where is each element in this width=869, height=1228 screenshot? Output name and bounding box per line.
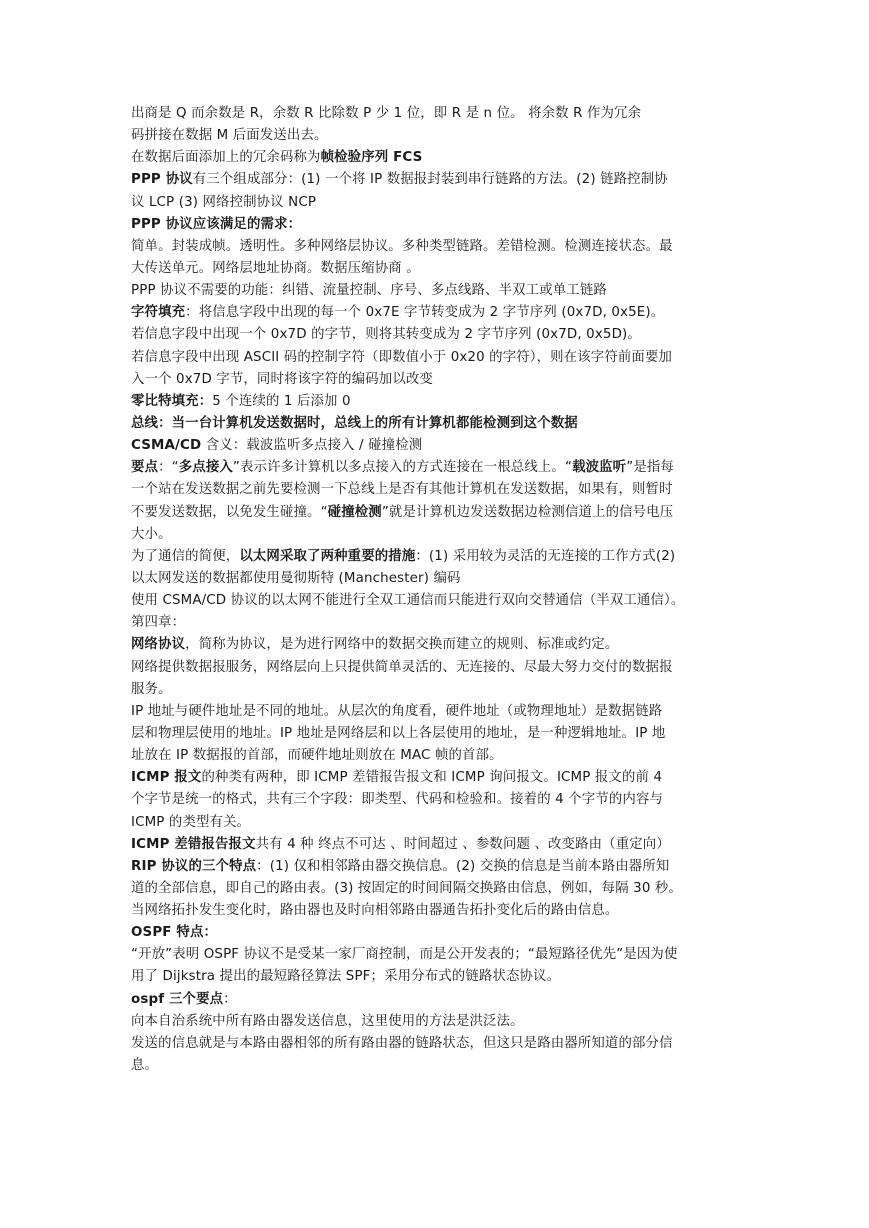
text-line	[131, 413, 755, 435]
text-run: ”就是计算机边发送数据边检测信道上的信号电压	[381, 504, 674, 520]
text-line	[131, 767, 755, 789]
text-run: 出商是 Q 而余数是 R，余数 R 比除数 P 少 1 位，即 R 是 n 位。 将余数 R 作为冗余	[131, 106, 642, 121]
text-run: 若信息字段中出现 ASCII 码的控制字符（即数值小于 0x20 的字符），则在该字符前面要加	[131, 349, 673, 365]
bold-text: CSMA/CD	[131, 438, 202, 454]
bold-text: RIP 协议的三个特点	[131, 858, 257, 874]
text-line	[131, 324, 755, 346]
text-run: PPP 协议不需要的功能：纠错、流量控制、序号、多点线路、半双工或单工链路	[131, 283, 607, 299]
text-line	[131, 634, 755, 656]
text-line	[131, 944, 755, 966]
text-run: 道的全部信息，即自己的路由表。(3) 按固定的时间间隔交换路由信息，例如，每隔 30 秒。	[131, 880, 682, 896]
text-line	[131, 966, 755, 988]
document-body	[131, 103, 755, 1077]
text-line	[131, 612, 755, 634]
text-run: 息。	[131, 1058, 159, 1074]
text-line	[131, 856, 755, 878]
text-run: 不要发送数据，以免发生碰撞。“	[131, 504, 328, 520]
text-line	[131, 878, 755, 900]
text-run: “开放”表明 OSPF 协议不是受某一家厂商控制，而是公开发表的；“最短路径优先”是因为使	[131, 947, 678, 963]
bold-text: 网络协议	[131, 637, 186, 653]
text-run: ”是指每	[626, 460, 674, 476]
text-run: 个字节是统一的格式，共有三个字段：即类型、代码和检验和。接着的 4 个字节的内容与	[131, 792, 664, 808]
bold-text: 以太网采取了两种重要的措施	[239, 548, 416, 564]
text-line	[131, 568, 755, 590]
text-line	[131, 922, 755, 944]
text-line	[131, 524, 755, 546]
text-run: 有三个组成部分：(1) 一个将 IP 数据报封装到串行链路的方法。(2) 链路控制协	[192, 172, 668, 188]
text-line	[131, 590, 755, 612]
text-line	[131, 701, 755, 723]
text-run: ”表示许多计算机以多点接入的方式连接在一根总线上。“	[232, 460, 573, 476]
text-line	[131, 723, 755, 745]
text-run: 使用 CSMA/CD 协议的以太网不能进行全双工通信而只能进行双向交替通信（半双工通信）。	[131, 593, 685, 609]
text-run: ：(1) 采用较为灵活的无连接的工作方式(2)	[415, 548, 676, 564]
text-run: ：将信息字段中出现的每一个 0x7E 字节转变成为 2 字节序列 (0x7D, 0x5E)。	[185, 305, 665, 321]
text-run: ，简称为协议，是为进行网络中的数据交换而建立的规则、标准或约定。	[185, 637, 619, 653]
text-run: 议 LCP (3) 网络控制协议 NCP	[131, 194, 317, 210]
text-line	[131, 302, 755, 324]
text-line	[131, 479, 755, 501]
text-run: IP 地址与硬件地址是不同的地址。从层次的角度看，硬件地址（或物理地址）是数据链路	[131, 703, 663, 719]
text-run: 简单。封装成帧。透明性。多种网络层协议。多种类型链路。差错检测。检测连接状态。最	[131, 238, 673, 254]
text-run: 址放在 IP 数据报的首部，而硬件地址则放在 MAC 帧的首部。	[131, 748, 503, 764]
text-run: ：	[223, 991, 237, 1007]
text-line	[131, 1011, 755, 1033]
bold-text: 总线：当一台计算机发送数据时，总线上的所有计算机都能检测到这个数据	[131, 415, 578, 431]
text-line	[131, 1033, 755, 1055]
text-line	[131, 435, 755, 457]
bold-text: 零比特填充：	[131, 393, 213, 409]
bold-text: ospf 三个要点	[131, 991, 224, 1007]
text-run: ：(1) 仅和相邻路由器交换信息。(2) 交换的信息是当前本路由器所知	[256, 858, 670, 874]
bold-text: 要点	[131, 460, 159, 476]
text-line	[131, 214, 755, 236]
text-run: 用了 Dijkstra 提出的最短路径算法 SPF；采用分布式的链路状态协议。	[131, 969, 561, 985]
text-run: 为了通信的简便，	[131, 548, 240, 564]
text-run: 5 个连续的 1 后添加 0	[212, 393, 351, 409]
text-run: 大传送单元。网络层地址协商。数据压缩协商 。	[131, 260, 420, 276]
text-line	[131, 989, 755, 1011]
text-run: 码拼接在数据 M 后面发送出去。	[131, 128, 328, 144]
text-line	[131, 1055, 755, 1077]
text-line	[131, 900, 755, 922]
text-line	[131, 169, 755, 191]
text-line	[131, 502, 755, 524]
text-run: 向本自治系统中所有路由器发送信息，这里使用的方法是洪泛法。	[131, 1013, 524, 1029]
text-line	[131, 236, 755, 258]
text-run: 一个站在发送数据之前先要检测一下总线上是否有其他计算机在发送数据，如果有，则暂时	[131, 482, 673, 498]
text-line	[131, 457, 755, 479]
text-run: ：“	[158, 460, 179, 476]
text-run: 当网络拓扑发生变化时，路由器也及时向相邻路由器通告拓扑变化后的路由信息。	[131, 903, 619, 919]
text-line	[131, 258, 755, 280]
text-line	[131, 834, 755, 856]
text-line	[131, 280, 755, 302]
text-line	[131, 147, 755, 169]
text-line	[131, 546, 755, 568]
text-line	[131, 369, 755, 391]
text-line	[131, 812, 755, 834]
bold-text: ICMP 差错报告报文	[131, 836, 256, 852]
bold-text: 字符填充	[131, 305, 186, 321]
bold-text: 多点接入	[178, 460, 233, 476]
text-run: 大小。	[131, 526, 172, 542]
text-line	[131, 192, 755, 214]
text-run: ICMP 的类型有关。	[131, 814, 251, 830]
text-run: 第四章：	[131, 615, 186, 631]
text-line	[131, 103, 755, 125]
text-run: 层和物理层使用的地址。IP 地址是网络层和以上各层使用的地址，是一种逻辑地址。IP 地	[131, 725, 666, 741]
text-line	[131, 745, 755, 767]
text-run: 含义：载波监听多点接入 / 碰撞检测	[201, 438, 423, 454]
text-run: 的种类有两种，即 ICMP 差错报告报文和 ICMP 询问报文。ICMP 报文的前 4	[201, 770, 663, 786]
bold-text: ICMP 报文	[131, 770, 202, 786]
text-line	[131, 347, 755, 369]
text-line	[131, 679, 755, 701]
text-run: 服务。	[131, 681, 172, 697]
bold-text: 帧检验序列 FCS	[320, 150, 423, 166]
bold-text: OSPF 特点：	[131, 925, 218, 941]
text-line	[131, 125, 755, 147]
text-run: 入一个 0x7D 字节，同时将该字符的编码加以改变	[131, 371, 433, 387]
text-run: 共有 4 种 终点不可达 、时间超过 、参数问题 、改变路由（重定向）	[255, 836, 670, 852]
text-run: 发送的信息就是与本路由器相邻的所有路由器的链路状态，但这只是路由器所知道的部分信	[131, 1035, 673, 1051]
bold-text: PPP 协议	[131, 172, 193, 188]
text-run: 在数据后面添加上的冗余码称为	[131, 150, 321, 166]
bold-text: 碰撞检测	[327, 504, 382, 520]
bold-text: PPP 协议应该满足的需求：	[131, 216, 302, 232]
bold-text: 载波监听	[572, 460, 627, 476]
text-line	[131, 657, 755, 679]
text-run: 网络提供数据报服务，网络层向上只提供简单灵活的、无连接的、尽最大努力交付的数据报	[131, 659, 673, 675]
text-line	[131, 789, 755, 811]
text-run: 以太网发送的数据都使用曼彻斯特 (Manchester) 编码	[131, 570, 461, 586]
text-run: 若信息字段中出现一个 0x7D 的字节，则将其转变成为 2 字节序列 (0x7D, 0x5D)。	[131, 327, 641, 343]
text-line	[131, 391, 755, 413]
